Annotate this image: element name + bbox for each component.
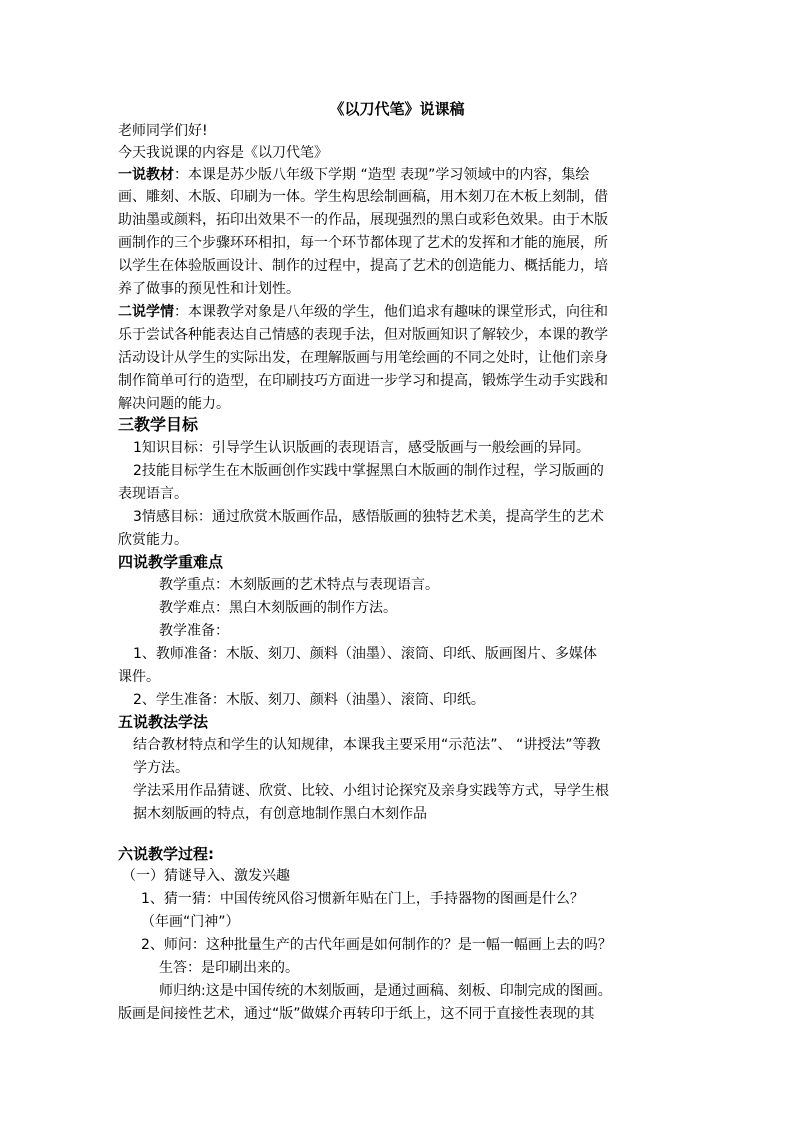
section-1-line: 养了做事的预见性和计划性。 [118, 281, 300, 297]
section-1-line: 画、雕刻、木版、印刷为一体。学生构思绘制画稿，用木刻刀在木板上刻制，借 [118, 189, 608, 205]
section-1-line [118, 165, 678, 185]
section-5-heading: 五说教法学法 [118, 713, 209, 731]
process-line: 版画是间接性艺术，通过“版”做媒介再转印于纸上，这不同于直接性表现的其 [118, 1006, 595, 1022]
goal-line: 1知识目标：引导学生认识版画的表现语言，感受版画与一般绘画的异同。 [133, 440, 590, 456]
section-5-line: 学法采用作品猜谜、欣赏、比较、小组讨论探究及亲身实践等方式，导学生根 [133, 783, 609, 799]
process-line: 生答：是印刷出来的。 [159, 960, 299, 976]
section-4-heading: 四说教学重难点 [118, 553, 224, 571]
section-5-line: 结合教材特点和学生的认知规律，本课我主要采用“示范法”、 “讲授法”等教 [133, 737, 601, 753]
process-line: （年画“门神”） [141, 914, 240, 930]
section-2-line: 活动设计从学生的实际出发，在理解版画与用笔绘画的不同之处时，让他们亲身 [118, 350, 608, 366]
section-5-line: 学方法。 [133, 760, 189, 776]
preparation-line: 教学准备： [159, 623, 229, 639]
process-line: 1、猜一猜：中国传统风俗习惯新年贴在门上，手持器物的图画是什么？ [141, 891, 584, 907]
difficult-point-line: 教学难点：黑白木刻版画的制作方法。 [159, 600, 397, 616]
preparation-item: 2、学生准备：木版、刻刀、颜料（油墨）、滚筒、印纸。 [133, 692, 485, 708]
subsection-heading: （一）猜谜导入、激发兴趣 [122, 868, 290, 884]
section-1-line: 画制作的三个步骤环环相扣，每一个环节都体现了艺术的发挥和才能的施展，所 [118, 235, 608, 251]
section-2-line [118, 302, 678, 322]
goal-line: 表现语言。 [118, 486, 188, 502]
section-2-line: 乐于尝试各种能表达自己情感的表现手法，但对版画知识了解较少，本课的教学 [118, 327, 608, 343]
section-6-heading: 六说教学过程: [118, 845, 214, 863]
preparation-item: 1、教师准备：木版、刻刀、颜料（油墨）、滚筒、印纸、版画图片、多媒体 [133, 646, 597, 662]
section-2-line: 解决问题的能力。 [118, 396, 230, 412]
section-1-line: 助油墨或颜料，拓印出效果不一的作品，展现强烈的黑白或彩色效果。由于木版 [118, 212, 608, 228]
goal-line: 欣赏能力。 [118, 532, 188, 548]
process-line: 师归纳:这是中国传统的木刻版画，是通过画稿、刻板、印制完成的图画。 [159, 983, 612, 999]
section-2-line: 制作简单可行的造型，在印刷技巧方面进一步学习和提高，锻炼学生动手实践和 [118, 373, 608, 389]
process-line: 2、师问：这种批量生产的古代年画是如何制作的？是一幅一幅画上去的吗？ [141, 937, 612, 953]
greeting-line: 老师同学们好! [118, 123, 208, 139]
section-1-text: ：本课是苏少版八年级下学期 “造型 表现”学习领域中的内容，集绘 [174, 167, 590, 183]
goal-line: 2技能目标学生在木版画创作实践中掌握黑白木版画的制作过程，学习版画的 [133, 463, 604, 479]
document-title: 《以刀代笔》说课稿 [329, 100, 465, 118]
section-3-heading: 三教学目标 [118, 415, 199, 434]
goal-line: 3情感目标：通过欣赏木版画作品，感悟版画的独特艺术美，提高学生的艺术 [133, 509, 604, 525]
section-5-line: 据木刻版画的特点，有创意地制作黑白木刻作品 [133, 806, 427, 822]
intro-line: 今天我说课的内容是《以刀代笔》 [118, 145, 328, 161]
key-point-line: 教学重点：木刻版画的艺术特点与表现语言。 [159, 577, 439, 593]
section-1-heading: 一说教材 [118, 167, 174, 183]
preparation-item: 课件。 [118, 669, 160, 685]
section-1-line: 以学生在体验版画设计、制作的过程中，提高了艺术的创造能力、概括能力，培 [118, 258, 608, 274]
section-2-text: ：本课教学对象是八年级的学生，他们追求有趣味的课堂形式，向往和 [174, 304, 608, 320]
section-2-heading: 二说学情 [118, 304, 174, 320]
